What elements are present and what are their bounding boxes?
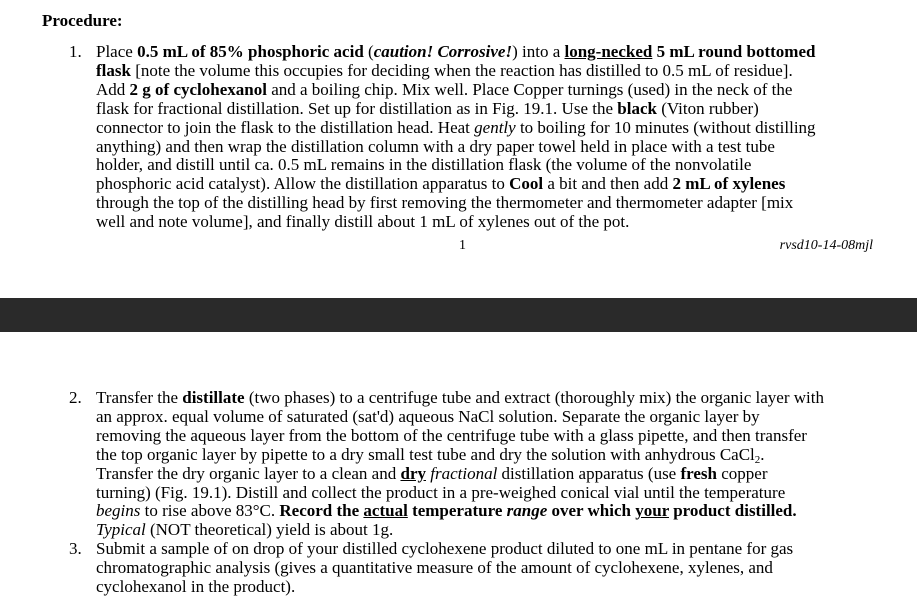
text-run: through the top of the distilling head by first removing the thermometer and thermometer adapter [mix xyxy=(96,193,794,213)
text-run: fresh xyxy=(680,463,717,483)
text-run: 2 g of cyclohexanol xyxy=(129,79,267,99)
text-run: copper xyxy=(717,463,768,483)
text-run: [note the volume this occupies for deciding when the reaction has distilled to 0.5 mL of residue]. xyxy=(130,60,793,80)
text-line xyxy=(96,484,824,503)
text-line xyxy=(96,81,816,100)
text-run: to rise above 83°C. xyxy=(140,501,280,521)
text-line xyxy=(96,175,816,194)
text-line xyxy=(96,100,816,119)
text-line xyxy=(96,194,816,213)
step-number: 3. xyxy=(69,539,82,558)
text-run: connector to join the flask to the distillation head. Heat xyxy=(96,117,475,137)
text-run: phosphoric acid catalyst). Allow the distillation apparatus to xyxy=(96,174,510,194)
text-run: actual xyxy=(363,501,408,521)
text-run: long-necked xyxy=(564,42,653,61)
text-run: cyclohexanol in the product). xyxy=(96,576,296,596)
text-run: and a boiling chip. Mix well. Place Copper turnings (used) in the neck of the xyxy=(266,79,793,99)
text-line xyxy=(96,213,816,232)
text-line xyxy=(96,465,824,484)
text-run: removing the aqueous layer from the bottom of the centrifuge tube with a glass pipette, and then transfer xyxy=(96,425,807,445)
text-run: Cool xyxy=(509,174,544,194)
text-run: anything) and then wrap the distillation column with a dry paper towel held in place with a test tube xyxy=(96,136,775,156)
text-line xyxy=(96,521,824,540)
text-run: (Viton rubber) xyxy=(656,98,759,118)
text-line xyxy=(96,446,824,465)
text-run: distillation apparatus (use xyxy=(497,463,681,483)
text-line xyxy=(96,502,824,521)
text-run: fractional xyxy=(430,463,498,483)
text-line xyxy=(96,578,793,597)
text-run: 5 mL round bottomed xyxy=(652,42,816,61)
text-run: flask for fractional distillation. Set up for distillation as in Fig. 19.1. Use the xyxy=(96,98,618,118)
text-run: flask xyxy=(96,60,131,80)
text-run: Transfer the xyxy=(96,388,183,407)
text-run: to boiling for 10 minutes (without distilling xyxy=(515,117,816,137)
text-run: your xyxy=(635,501,669,521)
text-run: Add xyxy=(96,79,130,99)
subscript: 2 xyxy=(754,453,761,466)
revision-note: rvsd10-14-08mjl xyxy=(779,238,873,253)
text-run: a bit and then add xyxy=(543,174,673,194)
text-run: over which xyxy=(547,501,636,521)
text-line xyxy=(96,559,793,578)
text-run: begins xyxy=(96,501,141,521)
text-line xyxy=(96,540,793,559)
step-text xyxy=(96,540,793,597)
text-run: chromatographic analysis (gives a quantitative measure of the amount of cyclohexene, xylenes, and xyxy=(96,557,773,577)
text-run: Record the xyxy=(279,501,364,521)
text-line xyxy=(96,427,824,446)
text-line xyxy=(96,408,824,427)
text-run: distillate xyxy=(182,388,245,407)
text-run: Place xyxy=(96,42,138,61)
text-line xyxy=(96,138,816,157)
text-run: an approx. equal volume of saturated (sat'd) aqueous NaCl solution. Separate the organic layer by xyxy=(96,406,760,426)
text-run: Submit a sample of on drop of your distilled cyclohexene product diluted to one mL in pentane for gas xyxy=(96,539,794,558)
text-run: Transfer the dry organic layer to a clean and xyxy=(96,463,401,483)
text-run: gently xyxy=(474,117,516,137)
text-run: . xyxy=(760,444,765,464)
text-run: Typical xyxy=(96,520,146,540)
text-line xyxy=(96,43,816,62)
text-run: well and note volume], and finally distill about 1 mL of xylenes out of the pot. xyxy=(96,212,630,232)
text-line xyxy=(96,119,816,138)
text-line xyxy=(96,156,816,175)
text-line xyxy=(96,389,824,408)
text-run: holder, and distill until ca. 0.5 mL remains in the distillation flask (the volume of the nonvolatile xyxy=(96,155,752,175)
text-run: black xyxy=(617,98,657,118)
text-run: product distilled. xyxy=(668,501,797,521)
page-break xyxy=(0,298,917,332)
text-run: (two phases) to a centrifuge tube and extract (thoroughly mix) the organic layer with xyxy=(244,388,824,407)
text-run: caution! Corrosive! xyxy=(373,42,513,61)
text-run: ) into a xyxy=(512,42,565,61)
step-text xyxy=(96,43,816,232)
text-run: ( xyxy=(363,42,374,61)
step-number: 2. xyxy=(69,388,82,407)
text-run: 0.5 mL of 85% phosphoric acid xyxy=(137,42,364,61)
text-run: range xyxy=(506,501,548,521)
text-line xyxy=(96,62,816,81)
text-run: temperature xyxy=(407,501,507,521)
step-number: 1. xyxy=(69,42,82,61)
text-run: 2 mL of xylenes xyxy=(672,174,786,194)
text-run: (NOT theoretical) yield is about 1g. xyxy=(145,520,394,540)
text-run: the top organic layer by pipette to a dry small test tube and dry the solution with anhydrous CaCl xyxy=(96,444,755,464)
text-run: turning) (Fig. 19.1). Distill and collect the product in a pre-weighed conical vial until the temperature xyxy=(96,482,786,502)
page-number: 1 xyxy=(459,238,466,253)
text-run: dry xyxy=(400,463,426,483)
step-text xyxy=(96,389,824,540)
procedure-heading: Procedure: xyxy=(42,11,123,30)
